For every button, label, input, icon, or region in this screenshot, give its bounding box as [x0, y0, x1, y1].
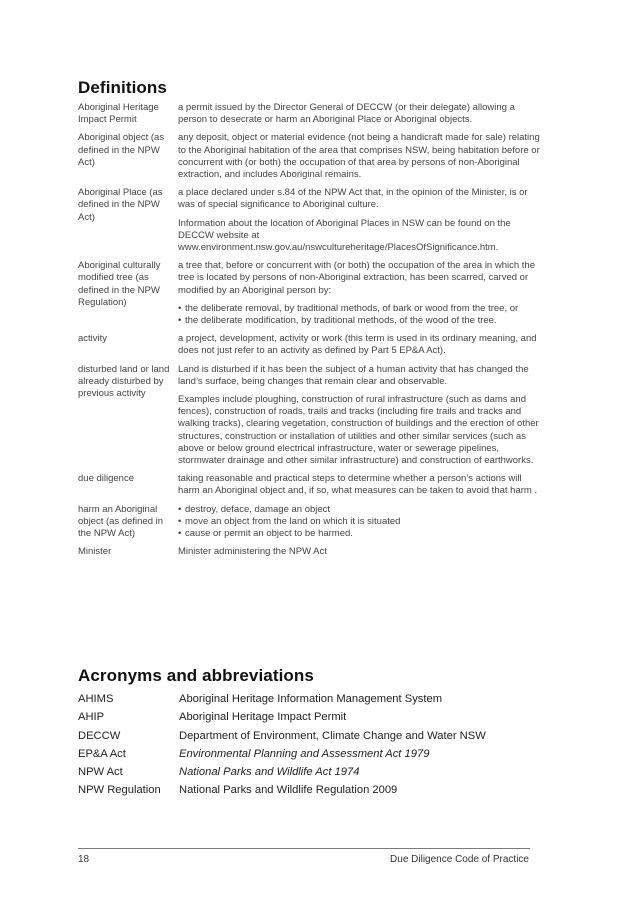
acronym: AHIMS [78, 693, 114, 705]
definition-text: Minister administering the NPW Act [178, 546, 327, 558]
definition-entry [78, 333, 540, 357]
definition-description [178, 504, 540, 541]
definition-term: disturbed land or land already disturbed by previous activity [78, 363, 170, 400]
acronym-row [78, 727, 518, 745]
definition-text: Examples include ploughing, construction of rural infrastructure (such as dams and fences), construction of roads, trails and tracks (including fire trails and tracks and walking tracks), clearing vegetation, construction of buildings and the erection of other structures, construction or installation of utilities and other similar services (such as above or below ground electrical infrastructure, water or sewerage pipelines, stormwater drainage and other similar infrastructure) and construction of earthworks. [178, 394, 539, 467]
definition-entry [78, 187, 540, 254]
acronym-expansion: National Parks and Wildlife Regulation 2009 [179, 784, 398, 797]
definition-text: Information about the location of Aboriginal Places in NSW can be found on the DECCW website at www.environment.nsw.gov.au/nswcultureheritage/PlacesOfSignificance.htm. [178, 217, 511, 254]
acronym-expansion: National Parks and Wildlife Act 1974 [179, 766, 360, 779]
acronym: NPW Act [78, 766, 123, 779]
acronym-expansion: Department of Environment, Climate Change and Water NSW [179, 729, 486, 742]
acronym-row [78, 708, 518, 726]
definition-term: activity [78, 333, 108, 345]
definition-bullet-list [178, 303, 540, 327]
page-number: 18 [78, 854, 90, 865]
definition-description [178, 364, 540, 468]
definition-term: Minister [78, 546, 112, 558]
acronym: DECCW [78, 729, 121, 742]
definition-entry [78, 364, 540, 468]
acronym-expansion: Aboriginal Heritage Impact Permit [179, 711, 347, 724]
definition-description [178, 187, 540, 254]
definition-entry [78, 102, 540, 126]
definition-bullet-list [178, 504, 540, 541]
footer-document-title: Due Diligence Code of Practice [390, 854, 529, 865]
definition-description [178, 333, 540, 357]
acronyms-list [78, 690, 518, 800]
definition-term: harm an Aboriginal object (as defined in the NPW Act) [78, 503, 164, 540]
definition-text: a tree that, before or concurrent with (or both) the occupation of the area in which the tree is located by persons of non-Aboriginal extraction, has been scarred, carved or modified by an Aboriginal person by: [178, 260, 535, 296]
definition-term: Aboriginal culturally modified tree (as defined in the NPW Regulation) [78, 260, 161, 308]
acronym: NPW Regulation [78, 784, 161, 797]
footer-divider [78, 848, 530, 849]
definition-text: taking reasonable and practical steps to determine whether a person’s actions will harm an Aboriginal object and, if so, what measures can be taken to avoid that harm . [178, 473, 538, 497]
bullet-item: • destroy, deface, damage an object [178, 504, 540, 516]
definition-text: a permit issued by the Director General of DECCW (or their delegate) allowing a person to desecrate or harm an Aboriginal Place or Aboriginal objects. [178, 102, 515, 126]
acronym: AHIP [78, 711, 105, 724]
bullet-item: • the deliberate removal, by traditional methods, of bark or wood from the tree, or [178, 303, 540, 315]
definition-term: Aboriginal object (as defined in the NPW Act) [78, 132, 165, 168]
definition-entry [78, 132, 540, 181]
definition-entry [78, 260, 540, 327]
acronym-expansion: Environmental Planning and Assessment Act 1979 [179, 747, 430, 760]
definition-term: Aboriginal Place (as defined in the NPW Act) [78, 187, 163, 223]
definition-text: a project, development, activity or work (this term is used in its ordinary meaning, and does not just refer to an activity as defined by Part 5 EP&A Act). [178, 333, 537, 357]
definition-description [178, 132, 540, 181]
bullet-item: • move an object from the land on which it is situated [178, 516, 540, 528]
acronyms-heading: Acronyms and abbreviations [78, 666, 314, 685]
definition-text: a place declared under s.84 of the NPW Act that, in the opinion of the Minister, is or was of special significance to Aboriginal culture. [178, 187, 528, 211]
definition-text: Land is disturbed if it has been the subject of a human activity that has changed the land’s surface, being changes that remain clear and observable. [178, 363, 529, 387]
definition-description [178, 473, 540, 497]
acronym: EP&A Act [78, 747, 126, 760]
acronym-row [78, 690, 518, 708]
definitions-list [78, 102, 540, 565]
definition-term: Aboriginal Heritage Impact Permit [78, 102, 159, 126]
acronym-row [78, 763, 518, 781]
bullet-item: • the deliberate modification, by traditional methods, of the wood of the tree. [178, 315, 540, 327]
definitions-heading: Definitions [78, 78, 167, 97]
acronym-row [78, 781, 518, 799]
definition-description [178, 546, 540, 558]
bullet-item: • cause or permit an object to be harmed. [178, 528, 540, 540]
definition-term: due diligence [78, 473, 134, 485]
definition-entry [78, 546, 540, 558]
definition-entry [78, 473, 540, 497]
acronym-expansion: Aboriginal Heritage Information Management System [179, 693, 443, 705]
definition-description [178, 102, 540, 126]
definition-text: any deposit, object or material evidence (not being a handicraft made for sale) relating to the Aboriginal habitation of the area that comprises NSW, being habitation before or concurrent with (or both) the occupation of that area by persons of non-Aboriginal extraction, and includes Aboriginal remains. [178, 132, 540, 181]
acronym-row [78, 745, 518, 763]
definition-description [178, 260, 540, 327]
definition-entry [78, 504, 540, 541]
